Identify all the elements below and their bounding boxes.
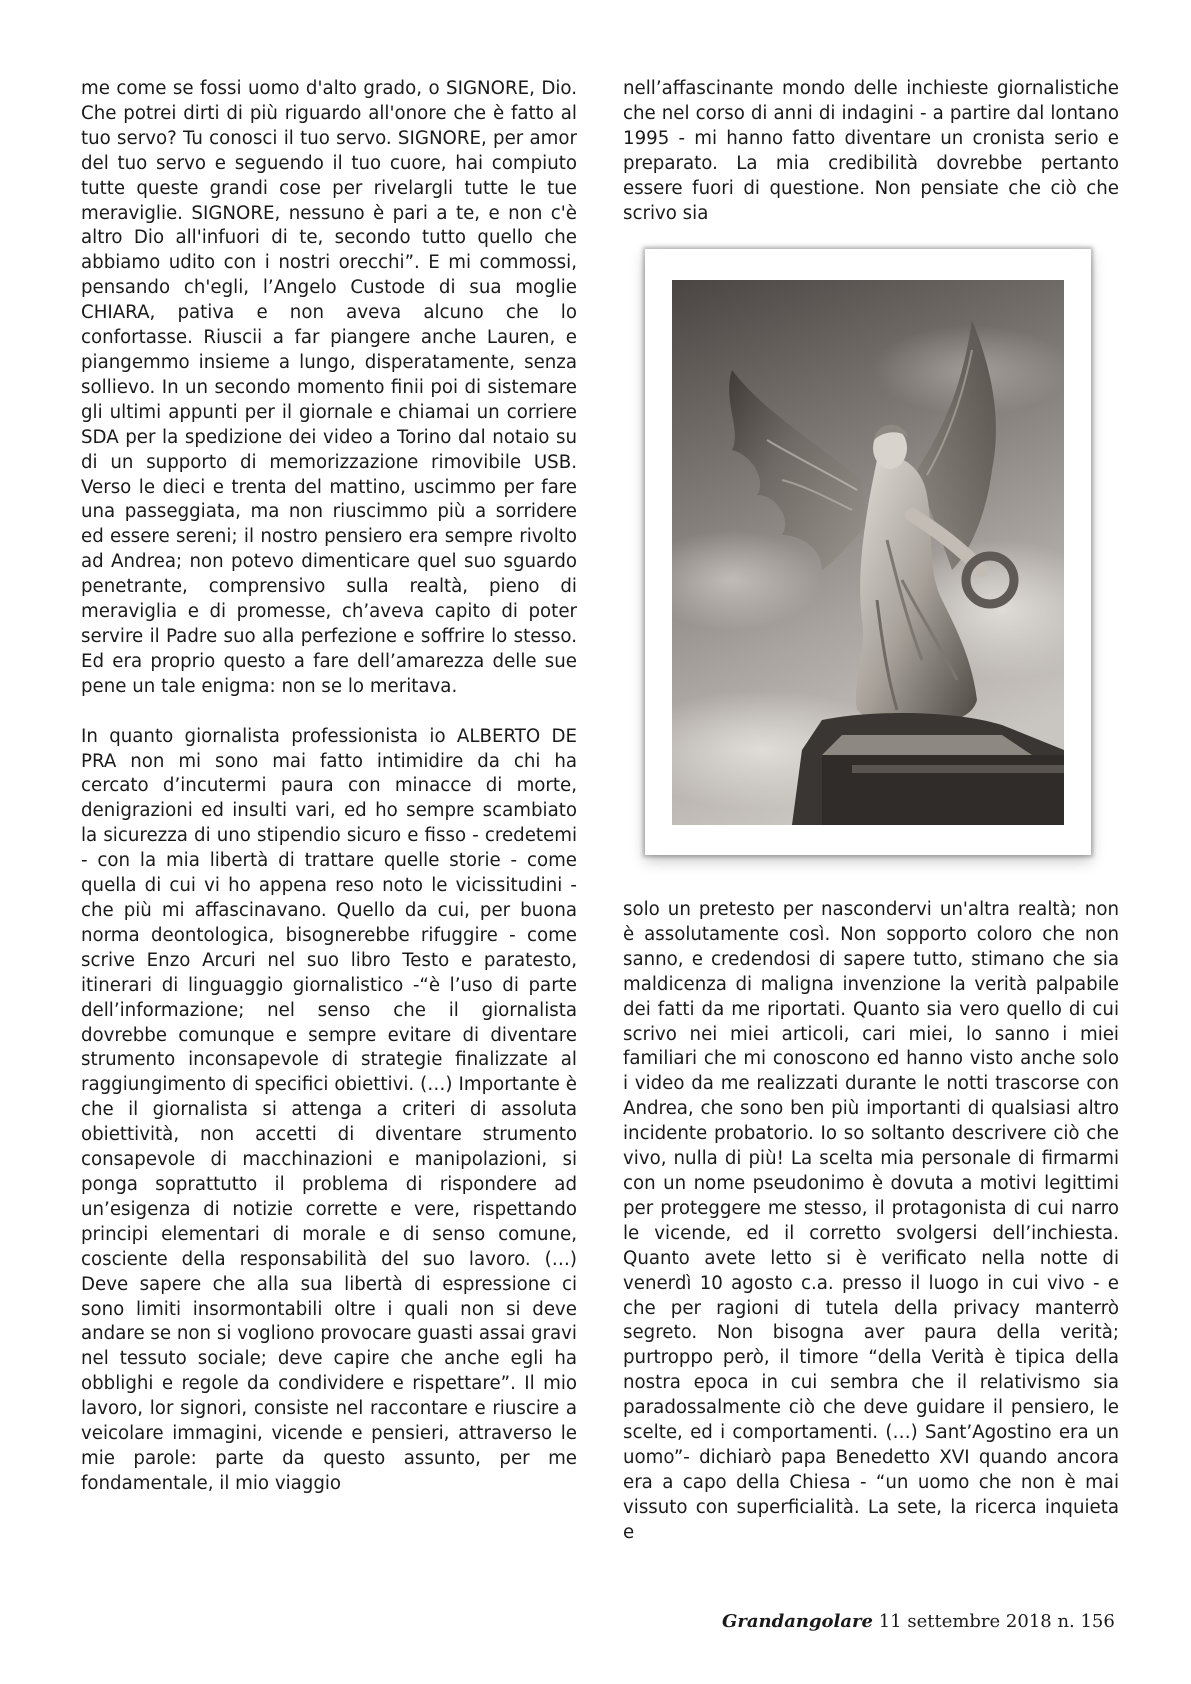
page-footer [722,1611,1115,1633]
magazine-name: Grandangolare [722,1611,873,1632]
right-paragraph-bottom: solo un pretesto per nascondervi un'altra realtà; non è assolutamente così. Non sopporto coloro che non sanno, e credendosi di sapere tutto, stimano che sia maldicenza di maligna invenzione la verità palpabile dei fatti da me riportati. Quanto sia vero quello di cui scrivo nei miei articoli, cari miei, lo sanno i miei familiari che mi conoscono ed hanno visto anche solo i video da me realizzati durante le notti trascorse con Andrea, che sono ben più importanti di qualsiasi altro incidente probatorio. Io so soltanto descrivere ciò che vivo, nulla di più! La scelta mia personale di firmarmi con un nome pseudonimo è dovuta a motivi legittimi per proteggere me stesso, il protagonista di cui narro le vicende, ed il corretto svolgersi dell’inchiesta. Quanto avete letto si è verificato nella notte di venerdì 10 agosto c.a. presso il luogo in cui vivo - e che per ragioni di tutela della privacy manterrò segreto. Non bisogna aver paura della verità; purtroppo però, il timore “della Verità è tipica della nostra epoca in cui sembra che il relativismo sia paradossalmente ciò che deve guidare il pensiero, le scelte, ed i comportamenti. (…) Sant’Agostino era un uomo”- dichiarò papa Benedetto XVI quando ancora era a capo della Chiesa - “un uomo che non è mai vissuto con superficialità. La sete, la ricerca inquieta e [623,899,1119,1543]
issue-info: 11 settembre 2018 n. 156 [872,1611,1115,1632]
left-column [81,77,577,1497]
angel-photo-frame [645,249,1091,855]
left-paragraph-1: me come se fossi uomo d'alto grado, o SIGNORE, Dio. Che potrei dirti di più riguardo all'onore che è fatto al tuo servo? Tu conosci il tuo servo. SIGNORE, per amor del tuo servo e seguendo il tuo cuore, hai compiuto tutte queste grandi cose per rivelargli tutte le tue meraviglie. SIGNORE, nessuno è pari a te, e non c'è altro Dio all'infuori di te, secondo tutto quello che abbiamo udito con i nostri orecchi”. E mi commossi, pensando ch'egli, l’Angelo Custode di sua moglie CHIARA, pativa e non aveva alcuno che lo confortasse. Riuscii a far piangere anche Lauren, e piangemmo insieme a lungo, disperatamente, senza sollievo. In un secondo momento finii poi di sistemare gli ultimi appunti per il giornale e chiamai un corriere SDA per la spedizione dei video a Torino dal notaio su di un supporto di memorizzazione rimovibile USB. Verso le dieci e trenta del mattino, uscimmo per fare una passeggiata, ma non riuscimmo più a sorridere ed essere sereni; il nostro pensiero era sempre rivolto ad Andrea; non potevo dimenticare quel suo sguardo penetrante, comprensivo sulla realtà, pieno di meraviglia e di promesse, ch’aveva capito di poter servire il Padre suo alla perfezione e soffrire lo stesso. Ed era proprio questo a fare dell’amarezza delle sue pene un tale enigma: non se lo meritava. [81,78,577,697]
angel-statue-photo [672,280,1064,825]
right-column-bottom [623,898,1119,1546]
left-paragraph-2: In quanto giornalista professionista io ALBERTO DE PRA non mi sono mai fatto intimidire da chi ha cercato d’incutermi paura con minacce di morte, denigrazioni ed insulti vari, ed ho sempre scambiato la sicurezza di uno stipendio sicuro e fisso - credetemi - con la mia libertà di trattare quelle storie - come quella di cui vi ho appena reso noto le vicissitudini - che più mi affascinavano. Quello da cui, per buona norma deontologica, bisognerebbe rifuggire - come scrive Enzo Arcuri nel suo libro Testo e paratesto, itinerari di linguaggio giornalistico -“è l’uso di parte dell’informazione; nel senso che il giornalista dovrebbe comunque e sempre evitare di diventare strumento inconsapevole di strategie finalizzate al raggiungimento di specifici obiettivi. (…) Importante è che il giornalista si attenga a criteri di assoluta obiettività, non accetti di diventare strumento consapevole di macchinazioni e manipolazioni, si ponga soprattutto il problema di rispondere ad un’esigenza di notizie corrette e vere, rispettando principi elementari di morale e di senso comune, cosciente della responsabilità del suo lavoro. (…) Deve sapere che alla sua libertà di espressione ci sono limiti insormontabili oltre i quali non si deve andare se non si vogliono provocare guasti assai gravi nel tessuto sociale; deve capire che anche egli ha obblighi e regole da condividere e rispettare”. Il mio lavoro, lor signori, consiste nel raccontare e riuscire a veicolare immagini, vicende e pensieri, attraverso le mie parole: parte da questo assunto, per me fondamentale, il mio viaggio [81,725,577,1494]
right-column-top [623,77,1119,226]
right-paragraph-top: nell’affascinante mondo delle inchieste giornalistiche che nel corso di anni di indagini - a partire dal lontano 1995 - mi hanno fatto diventare un cronista serio e preparato. La mia credibilità dovrebbe pertanto essere fuori di questione. Non pensiate che ciò che scrivo sia [623,78,1119,224]
